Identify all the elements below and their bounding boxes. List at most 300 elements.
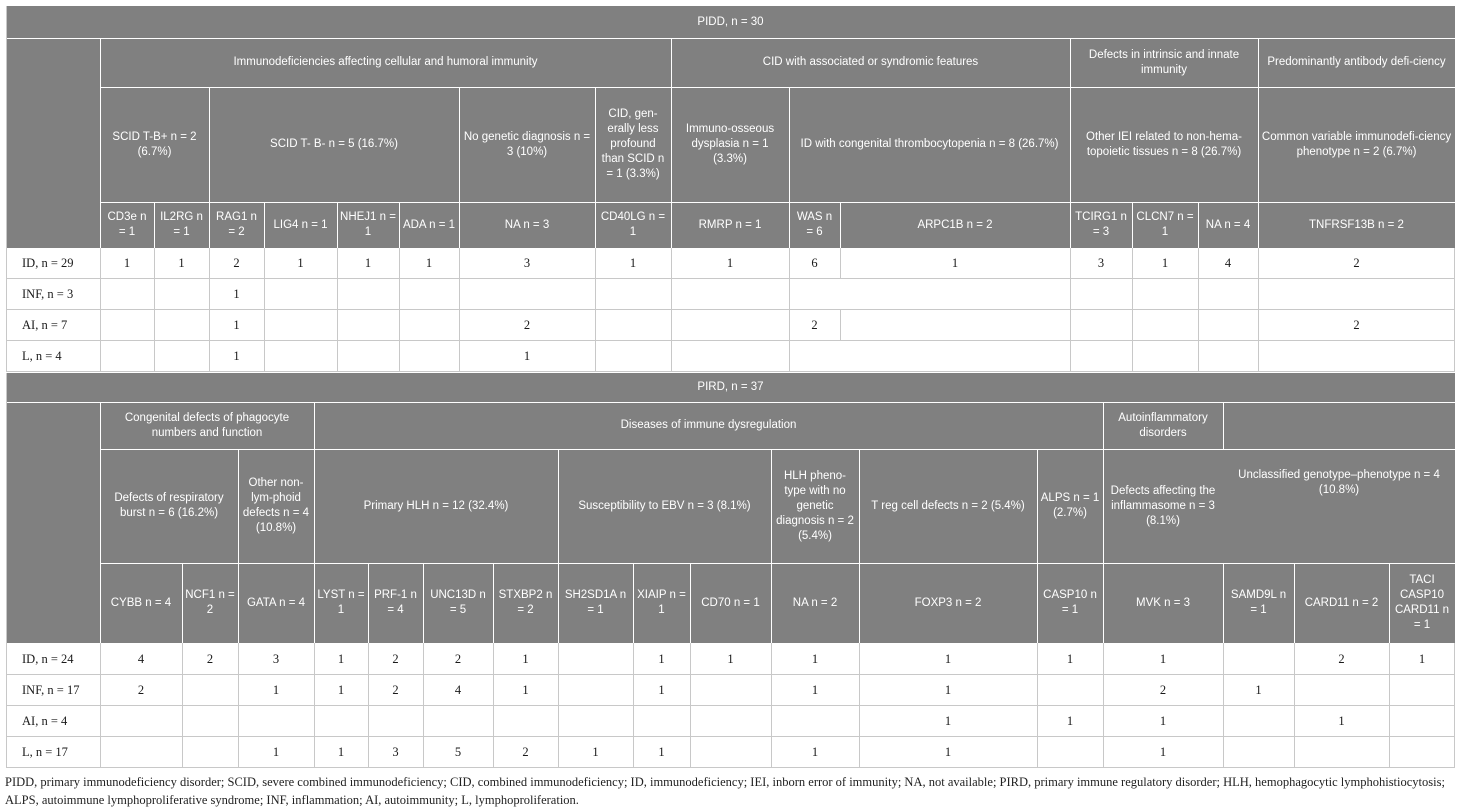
grid-line <box>671 87 672 202</box>
data-cell <box>558 643 633 675</box>
pird-gene-header: SH2SD1A n = 1 <box>558 563 633 643</box>
row-label: ID, n = 24 <box>6 643 100 675</box>
data-cell <box>100 737 182 768</box>
data-cell: 2 <box>493 737 558 768</box>
grid-line <box>182 737 183 768</box>
data-cell: 1 <box>209 279 264 310</box>
pird-gene-header: MVK n = 3 <box>1103 563 1223 643</box>
grid-line <box>1258 87 1259 202</box>
grid-line <box>154 248 155 279</box>
grid-line <box>6 371 1455 372</box>
data-cell: 3 <box>459 248 595 279</box>
data-cell: 3 <box>238 643 314 675</box>
grid-line <box>690 737 691 768</box>
data-cell: 1 <box>859 643 1037 675</box>
grid-line <box>1258 341 1259 372</box>
pird-subgroup-header: HLH pheno-type with no genetic diagnosis n = 2 (5.4%) <box>771 449 859 563</box>
data-cell <box>1389 706 1455 737</box>
grid-line <box>1258 310 1259 341</box>
data-cell <box>1223 706 1294 737</box>
grid-line <box>264 341 265 372</box>
data-cell: 1 <box>1037 643 1103 675</box>
grid-line <box>423 563 424 643</box>
grid-line <box>238 449 239 563</box>
grid-line <box>859 706 860 737</box>
grid-line <box>493 643 494 675</box>
grid-line <box>209 202 210 248</box>
grid-line <box>1070 279 1071 310</box>
data-cell: 1 <box>633 675 690 706</box>
grid-line <box>1294 737 1295 768</box>
data-cell <box>182 737 238 768</box>
grid-line <box>399 279 400 310</box>
grid-line <box>1103 675 1104 706</box>
pidd-gene-header: WAS n = 6 <box>789 202 840 248</box>
grid-line <box>368 737 369 768</box>
data-cell: 1 <box>671 248 789 279</box>
grid-line <box>1454 737 1455 768</box>
data-cell <box>595 279 671 310</box>
data-cell <box>1389 737 1455 768</box>
pidd-gene-header: ARPC1B n = 2 <box>840 202 1070 248</box>
data-cell: 1 <box>459 341 595 372</box>
grid-line <box>1389 706 1390 737</box>
data-cell: 1 <box>595 248 671 279</box>
grid-line <box>100 563 101 643</box>
data-cell <box>100 341 154 372</box>
grid-line <box>1198 202 1199 248</box>
pird-gene-header: FOXP3 n = 2 <box>859 563 1037 643</box>
grid-line <box>100 563 1455 564</box>
pidd-group-header: Defects in intrinsic and innate immunity <box>1070 38 1258 87</box>
grid-line <box>1389 643 1390 675</box>
pidd-gene-header: IL2RG n = 1 <box>154 202 209 248</box>
data-cell: 1 <box>859 737 1037 768</box>
row-label: INF, n = 17 <box>6 675 100 706</box>
grid-line <box>1037 706 1038 737</box>
row-label: AI, n = 7 <box>6 310 100 341</box>
data-cell: 1 <box>100 248 154 279</box>
grid-line <box>633 643 634 675</box>
data-cell <box>1389 675 1455 706</box>
grid-line <box>1454 643 1455 675</box>
grid-line <box>558 563 559 643</box>
data-cell: 1 <box>314 643 368 675</box>
data-cell: 3 <box>368 737 423 768</box>
grid-line <box>423 643 424 675</box>
grid-line <box>368 563 369 643</box>
grid-line <box>1198 248 1199 279</box>
grid-line <box>558 737 559 768</box>
data-cell: 1 <box>314 675 368 706</box>
pidd-gene-header: TNFRSF13B n = 2 <box>1258 202 1455 248</box>
data-cell <box>459 279 595 310</box>
data-cell: 1 <box>209 341 264 372</box>
grid-line <box>100 449 1455 450</box>
data-cell: 1 <box>859 706 1037 737</box>
grid-line <box>100 38 101 87</box>
grid-line <box>337 202 338 248</box>
grid-line <box>1037 675 1038 706</box>
grid-line <box>399 202 400 248</box>
pird-group-header: Congenital defects of phagocyte numbers and function <box>100 402 314 449</box>
pird-group-header: Autoinflammatory disorders <box>1103 402 1223 449</box>
data-cell: 2 <box>1294 643 1389 675</box>
data-cell: 1 <box>264 248 337 279</box>
data-cell <box>1223 737 1294 768</box>
grid-line <box>840 202 841 248</box>
grid-line <box>6 767 1455 768</box>
pidd-gene-header: CD40LG n = 1 <box>595 202 671 248</box>
grid-line <box>100 202 1455 203</box>
pidd-subgroup-header: SCID T- B- n = 5 (16.7%) <box>209 87 459 202</box>
grid-line <box>1132 310 1133 341</box>
grid-line <box>100 706 101 737</box>
grid-line <box>1389 563 1390 643</box>
grid-line <box>209 279 210 310</box>
data-cell: 1 <box>238 737 314 768</box>
grid-line <box>399 341 400 372</box>
grid-line <box>789 87 790 202</box>
data-cell <box>264 279 337 310</box>
grid-line <box>595 279 596 310</box>
data-cell <box>337 279 399 310</box>
grid-line <box>789 341 790 372</box>
pird-gene-header: GATA n = 4 <box>238 563 314 643</box>
grid-line <box>1258 279 1259 310</box>
grid-line <box>399 310 400 341</box>
data-cell: 1 <box>859 675 1037 706</box>
data-cell: 3 <box>1070 248 1132 279</box>
grid-line <box>1223 643 1224 675</box>
grid-line <box>1454 248 1455 279</box>
grid-line <box>264 248 265 279</box>
pird-gene-header: NCF1 n = 2 <box>182 563 238 643</box>
data-cell <box>690 737 771 768</box>
grid-line <box>859 563 860 643</box>
grid-line <box>1103 737 1104 768</box>
pird-gene-header: CARD11 n = 2 <box>1294 563 1389 643</box>
data-cell: 1 <box>1223 675 1294 706</box>
data-cell <box>1294 675 1389 706</box>
pidd-label-header <box>6 38 100 248</box>
grid-line <box>182 706 183 737</box>
grid-line <box>1294 675 1295 706</box>
data-cell <box>1198 341 1258 372</box>
grid-line <box>314 706 315 737</box>
pidd-gene-header: NHEJ1 n = 1 <box>337 202 399 248</box>
pird-gene-header: UNC13D n = 5 <box>423 563 493 643</box>
data-cell: 2 <box>789 310 840 341</box>
grid-line <box>771 449 772 563</box>
pidd-gene-header: RAG1 n = 2 <box>209 202 264 248</box>
data-cell: 1 <box>314 737 368 768</box>
data-cell: 2 <box>1258 248 1455 279</box>
data-cell: 1 <box>1103 706 1223 737</box>
data-cell: 1 <box>840 248 1070 279</box>
data-cell <box>337 310 399 341</box>
data-cell <box>264 310 337 341</box>
grid-line <box>100 202 101 248</box>
data-cell: 1 <box>558 737 633 768</box>
pird-subgroup-header: Defects of respiratory burst n = 6 (16.2%) <box>100 449 238 563</box>
grid-line <box>314 563 315 643</box>
grid-line <box>1070 248 1071 279</box>
grid-line <box>459 248 460 279</box>
pidd-subgroup-header: Immuno-osseous dysplasia n = 1 (3.3%) <box>671 87 789 202</box>
grid-line <box>859 675 860 706</box>
grid-line <box>493 737 494 768</box>
grid-line <box>1070 202 1071 248</box>
grid-line <box>1258 202 1259 248</box>
data-cell <box>493 706 558 737</box>
grid-line <box>690 643 691 675</box>
grid-line <box>100 341 101 372</box>
grid-line <box>789 310 790 341</box>
grid-line <box>209 248 210 279</box>
data-cell <box>368 706 423 737</box>
data-cell: 1 <box>154 248 209 279</box>
data-cell: 2 <box>368 643 423 675</box>
pidd-group-header: Immunodeficiencies affecting cellular and humoral immunity <box>100 38 671 87</box>
data-cell <box>264 341 337 372</box>
grid-line <box>154 310 155 341</box>
grid-line <box>1037 563 1038 643</box>
grid-line <box>1294 563 1295 643</box>
data-cell: 1 <box>690 643 771 675</box>
grid-line <box>1454 706 1455 737</box>
grid-line <box>558 643 559 675</box>
pird-subgroup-header: ALPS n = 1 (2.7%) <box>1037 449 1103 563</box>
grid-line <box>771 737 772 768</box>
data-cell <box>633 706 690 737</box>
data-cell: 6 <box>789 248 840 279</box>
grid-line <box>1389 737 1390 768</box>
grid-line <box>840 310 841 341</box>
pidd-group-header: Predominantly antibody defi-ciency <box>1258 38 1455 87</box>
pird-gene-header: XIAIP n = 1 <box>633 563 690 643</box>
data-cell <box>399 279 459 310</box>
grid-line <box>423 737 424 768</box>
pird-subgroup-header: Susceptibility to EBV n = 3 (8.1%) <box>558 449 771 563</box>
grid-line <box>558 675 559 706</box>
data-cell <box>154 341 209 372</box>
grid-line <box>493 675 494 706</box>
data-cell <box>100 706 182 737</box>
grid-line <box>459 87 460 202</box>
data-cell: 1 <box>771 643 859 675</box>
data-cell <box>789 279 1070 310</box>
pidd-gene-header: TCIRG1 n = 3 <box>1070 202 1132 248</box>
grid-line <box>314 402 315 449</box>
grid-line <box>209 87 210 202</box>
grid-line <box>595 341 596 372</box>
grid-line <box>182 643 183 675</box>
pird-subgroup-header: Primary HLH n = 12 (32.4%) <box>314 449 558 563</box>
data-cell: 4 <box>423 675 493 706</box>
grid-line <box>459 341 460 372</box>
grid-line <box>314 675 315 706</box>
pird-gene-header: STXBP2 n = 2 <box>493 563 558 643</box>
grid-line <box>209 341 210 372</box>
grid-line <box>671 38 672 87</box>
grid-line <box>264 202 265 248</box>
data-cell <box>690 675 771 706</box>
data-cell: 4 <box>100 643 182 675</box>
pidd-subgroup-header: Common variable immunodefi-ciency phenotype n = 2 (6.7%) <box>1258 87 1455 202</box>
pidd-title: PIDD, n = 30 <box>6 6 1455 38</box>
data-cell: 1 <box>209 310 264 341</box>
grid-line <box>6 402 1455 403</box>
grid-line <box>859 643 860 675</box>
pidd-gene-header: CLCN7 n = 1 <box>1132 202 1198 248</box>
grid-line <box>1294 643 1295 675</box>
pird-group-header: Unclassified genotype–phenotype n = 4 (10.8%) <box>1223 402 1455 563</box>
row-label: ID, n = 29 <box>6 248 100 279</box>
grid-line <box>1198 310 1199 341</box>
data-cell <box>1070 310 1132 341</box>
grid-line <box>1103 706 1104 737</box>
data-cell <box>100 279 154 310</box>
grid-line <box>1037 449 1038 563</box>
pird-group-header: Diseases of immune dysregulation <box>314 402 1103 449</box>
pird-subgroup-header: T reg cell defects n = 2 (5.4%) <box>859 449 1037 563</box>
grid-line <box>1294 706 1295 737</box>
data-cell <box>1223 643 1294 675</box>
grid-line <box>789 202 790 248</box>
grid-line <box>1223 675 1224 706</box>
data-cell: 1 <box>1103 737 1223 768</box>
pidd-gene-header: NA n = 3 <box>459 202 595 248</box>
pidd-gene-header: ADA n = 1 <box>399 202 459 248</box>
data-cell <box>337 341 399 372</box>
data-cell <box>789 341 1070 372</box>
table-footnote: PIDD, primary immunodeficiency disorder; SCID, severe combined immunodeficiency; CID, combined immunodeficiency; ID, immunodeficiency; IEI, inborn error of immunity; NA, not available; PIRD, primary immune regulatory disorder; HLH, hemophagocytic lymphohistiocytosis; ALPS, autoimmune lymphoproliferative syndrome; INF, inflammation; AI, autoimmunity; L, lymphoproliferation. <box>5 775 1445 807</box>
grid-line <box>1070 341 1071 372</box>
grid-line <box>1037 737 1038 768</box>
pidd-gene-header: LIG4 n = 1 <box>264 202 337 248</box>
data-cell: 1 <box>238 675 314 706</box>
grid-line <box>493 706 494 737</box>
grid-line <box>1223 402 1224 449</box>
grid-line <box>1132 341 1133 372</box>
grid-line <box>100 675 101 706</box>
grid-line <box>633 706 634 737</box>
data-cell <box>154 279 209 310</box>
grid-line <box>209 310 210 341</box>
grid-line <box>100 87 1455 88</box>
grid-line <box>633 563 634 643</box>
pird-gene-header: CYBB n = 4 <box>100 563 182 643</box>
data-cell <box>595 310 671 341</box>
pird-gene-header: CASP10 n = 1 <box>1037 563 1103 643</box>
data-cell <box>1294 737 1389 768</box>
grid-line <box>671 279 672 310</box>
grid-line <box>859 737 860 768</box>
pird-gene-header: TACI CASP10 CARD11 n = 1 <box>1389 563 1455 643</box>
grid-line <box>264 279 265 310</box>
data-cell <box>840 310 1070 341</box>
pird-gene-header: NA n = 2 <box>771 563 859 643</box>
grid-line <box>399 248 400 279</box>
grid-line <box>1103 449 1104 563</box>
data-cell <box>399 310 459 341</box>
grid-line <box>633 675 634 706</box>
grid-line <box>1103 563 1104 643</box>
data-cell: 2 <box>1258 310 1455 341</box>
grid-line <box>238 675 239 706</box>
grid-line <box>690 675 691 706</box>
data-cell <box>595 341 671 372</box>
pidd-gene-header: RMRP n = 1 <box>671 202 789 248</box>
grid-line <box>671 248 672 279</box>
grid-line <box>1132 202 1133 248</box>
grid-line <box>423 706 424 737</box>
grid-line <box>789 279 790 310</box>
grid-line <box>154 341 155 372</box>
pird-gene-header: PRF-1 n = 4 <box>368 563 423 643</box>
grid-line <box>690 706 691 737</box>
grid-line <box>314 643 315 675</box>
grid-line <box>1258 248 1259 279</box>
grid-line <box>154 202 155 248</box>
grid-line <box>595 87 596 202</box>
data-cell <box>182 675 238 706</box>
data-cell <box>1258 279 1455 310</box>
row-label: AI, n = 4 <box>6 706 100 737</box>
grid-line <box>771 643 772 675</box>
grid-line <box>423 675 424 706</box>
pidd-subgroup-header: SCID T-B+ n = 2 (6.7%) <box>100 87 209 202</box>
grid-line <box>337 279 338 310</box>
data-cell: 1 <box>633 737 690 768</box>
data-cell <box>238 706 314 737</box>
grid-line <box>690 563 691 643</box>
data-cell <box>1132 310 1198 341</box>
grid-line <box>1389 675 1390 706</box>
pird-gene-header: LYST n = 1 <box>314 563 368 643</box>
grid-line <box>558 449 559 563</box>
grid-line <box>1223 563 1224 643</box>
data-cell: 2 <box>209 248 264 279</box>
grid-line <box>100 449 101 563</box>
data-cell: 2 <box>368 675 423 706</box>
grid-line <box>771 675 772 706</box>
data-cell: 1 <box>1132 248 1198 279</box>
grid-line <box>1454 341 1455 372</box>
data-cell <box>1198 279 1258 310</box>
data-cell: 2 <box>100 675 182 706</box>
data-cell: 5 <box>423 737 493 768</box>
pird-title: PIRD, n = 37 <box>6 373 1455 402</box>
row-label: INF, n = 3 <box>6 279 100 310</box>
grid-line <box>1454 675 1455 706</box>
data-cell <box>1037 737 1103 768</box>
grid-line <box>1103 643 1104 675</box>
grid-line <box>100 310 101 341</box>
grid-line <box>558 706 559 737</box>
grid-line <box>368 706 369 737</box>
data-cell <box>671 341 789 372</box>
data-cell: 1 <box>633 643 690 675</box>
grid-line <box>182 675 183 706</box>
grid-line <box>1070 38 1071 87</box>
grid-line <box>771 563 772 643</box>
grid-line <box>100 248 101 279</box>
grid-line <box>1132 279 1133 310</box>
data-cell <box>100 310 154 341</box>
data-cell: 1 <box>1389 643 1455 675</box>
